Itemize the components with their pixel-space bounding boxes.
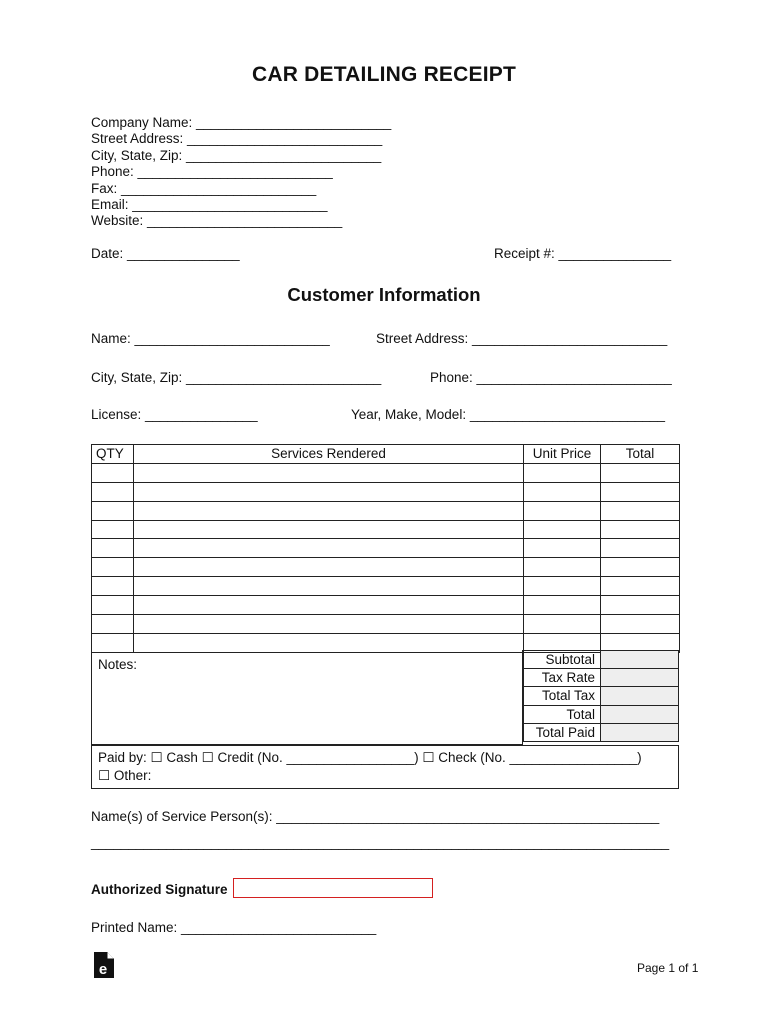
table-row [92,520,680,539]
license-field[interactable]: License: _______________ [91,407,258,422]
company-fax-field[interactable]: Fax: __________________________ [91,180,317,196]
total-paid-row [524,723,679,741]
total-tax-row [524,687,679,705]
date-field[interactable]: Date: _______________ [91,246,240,261]
total-cell[interactable] [601,539,680,558]
customer-city-field[interactable]: City, State, Zip: __________________________ [91,370,382,385]
subtotal-value[interactable] [601,651,679,669]
authorized-signature-label: Authorized Signature [91,882,228,897]
tax-rate-value[interactable] [601,669,679,687]
eforms-logo-icon [93,951,115,984]
unit-price-cell[interactable] [524,558,601,577]
service-cell[interactable] [134,539,524,558]
table-row [92,596,680,615]
services-table [91,444,680,653]
total-tax-value[interactable] [601,687,679,705]
total-row [524,705,679,723]
company-street-field[interactable]: Street Address: __________________________ [91,131,383,147]
table-row [92,558,680,577]
customer-name-field[interactable]: Name: __________________________ [91,331,330,346]
table-row [92,463,680,482]
qty-cell[interactable] [92,501,134,520]
customer-phone-field[interactable]: Phone: __________________________ [430,370,672,385]
total-paid-value[interactable] [601,723,679,741]
total-cell[interactable] [601,501,680,520]
qty-cell[interactable] [92,539,134,558]
service-cell[interactable] [134,577,524,596]
qty-cell[interactable] [92,596,134,615]
unit-price-cell[interactable] [524,482,601,501]
total-cell[interactable] [601,463,680,482]
table-row [92,501,680,520]
signature-box[interactable] [233,878,433,898]
unit-price-cell[interactable] [524,577,601,596]
qty-cell[interactable] [92,615,134,634]
company-website-field[interactable]: Website: __________________________ [91,213,343,229]
company-info [91,115,391,230]
total-value[interactable] [601,705,679,723]
unit-price-cell[interactable] [524,615,601,634]
payment-options-line[interactable]: Paid by: ☐ Cash ☐ Credit (No. _________________) ☐ Check (No. _________________) [98,750,642,765]
total-cell[interactable] [601,482,680,501]
unit-price-cell[interactable] [524,463,601,482]
customer-street-field[interactable]: Street Address: __________________________ [376,331,668,346]
total-cell[interactable] [601,520,680,539]
unit-price-cell[interactable] [524,520,601,539]
company-email-field[interactable]: Email: __________________________ [91,197,328,213]
total-cell[interactable] [601,558,680,577]
printed-name-field[interactable]: Printed Name: __________________________ [91,920,377,935]
totals-table [523,650,679,742]
service-cell[interactable] [134,482,524,501]
page-number: Page 1 of 1 [637,961,699,975]
total-cell[interactable] [601,596,680,615]
service-cell[interactable] [134,520,524,539]
total-label: Total [524,705,601,723]
notes-label: Notes: [98,657,138,672]
total-header: Total [601,445,680,464]
qty-cell[interactable] [92,463,134,482]
customer-info-heading: Customer Information [287,284,481,305]
service-person-field[interactable]: Name(s) of Service Person(s): ___________________________________________________ [91,809,660,824]
qty-cell[interactable] [92,520,134,539]
unit-price-cell[interactable] [524,501,601,520]
service-cell[interactable] [134,558,524,577]
page-title: CAR DETAILING RECEIPT [252,63,516,86]
tax-rate-row [524,669,679,687]
subtotal-label: Subtotal [524,651,601,669]
unit-price-cell[interactable] [524,539,601,558]
svg-text:e: e [98,961,108,978]
service-cell[interactable] [134,463,524,482]
qty-cell[interactable] [92,577,134,596]
payment-method-box [91,745,679,789]
qty-cell[interactable] [92,482,134,501]
receipt-number-field[interactable]: Receipt #: _______________ [494,246,672,261]
vehicle-field[interactable]: Year, Make, Model: __________________________ [351,407,666,422]
service-person-line-2[interactable]: _____________________________________________________________________________ [91,835,670,850]
total-cell[interactable] [601,577,680,596]
qty-header: QTY [92,445,134,464]
company-phone-field[interactable]: Phone: __________________________ [91,164,333,180]
table-row [92,577,680,596]
payment-other-option[interactable]: ☐ Other: [98,768,152,783]
table-row [92,482,680,501]
total-cell[interactable] [601,615,680,634]
service-cell[interactable] [134,596,524,615]
total-tax-label: Total Tax [524,687,601,705]
notes-area[interactable] [91,650,523,745]
subtotal-row [524,651,679,669]
service-cell[interactable] [134,501,524,520]
services-header: Services Rendered [134,445,524,464]
unit-price-cell[interactable] [524,596,601,615]
tax-rate-label: Tax Rate [524,669,601,687]
qty-cell[interactable] [92,558,134,577]
service-cell[interactable] [134,615,524,634]
table-row [92,539,680,558]
table-row [92,615,680,634]
company-name-field[interactable]: Company Name: __________________________ [91,115,392,130]
total-paid-label: Total Paid [524,723,601,741]
table-header-row [92,445,680,464]
company-city-field[interactable]: City, State, Zip: __________________________ [91,147,382,163]
unit-price-header: Unit Price [524,445,601,464]
